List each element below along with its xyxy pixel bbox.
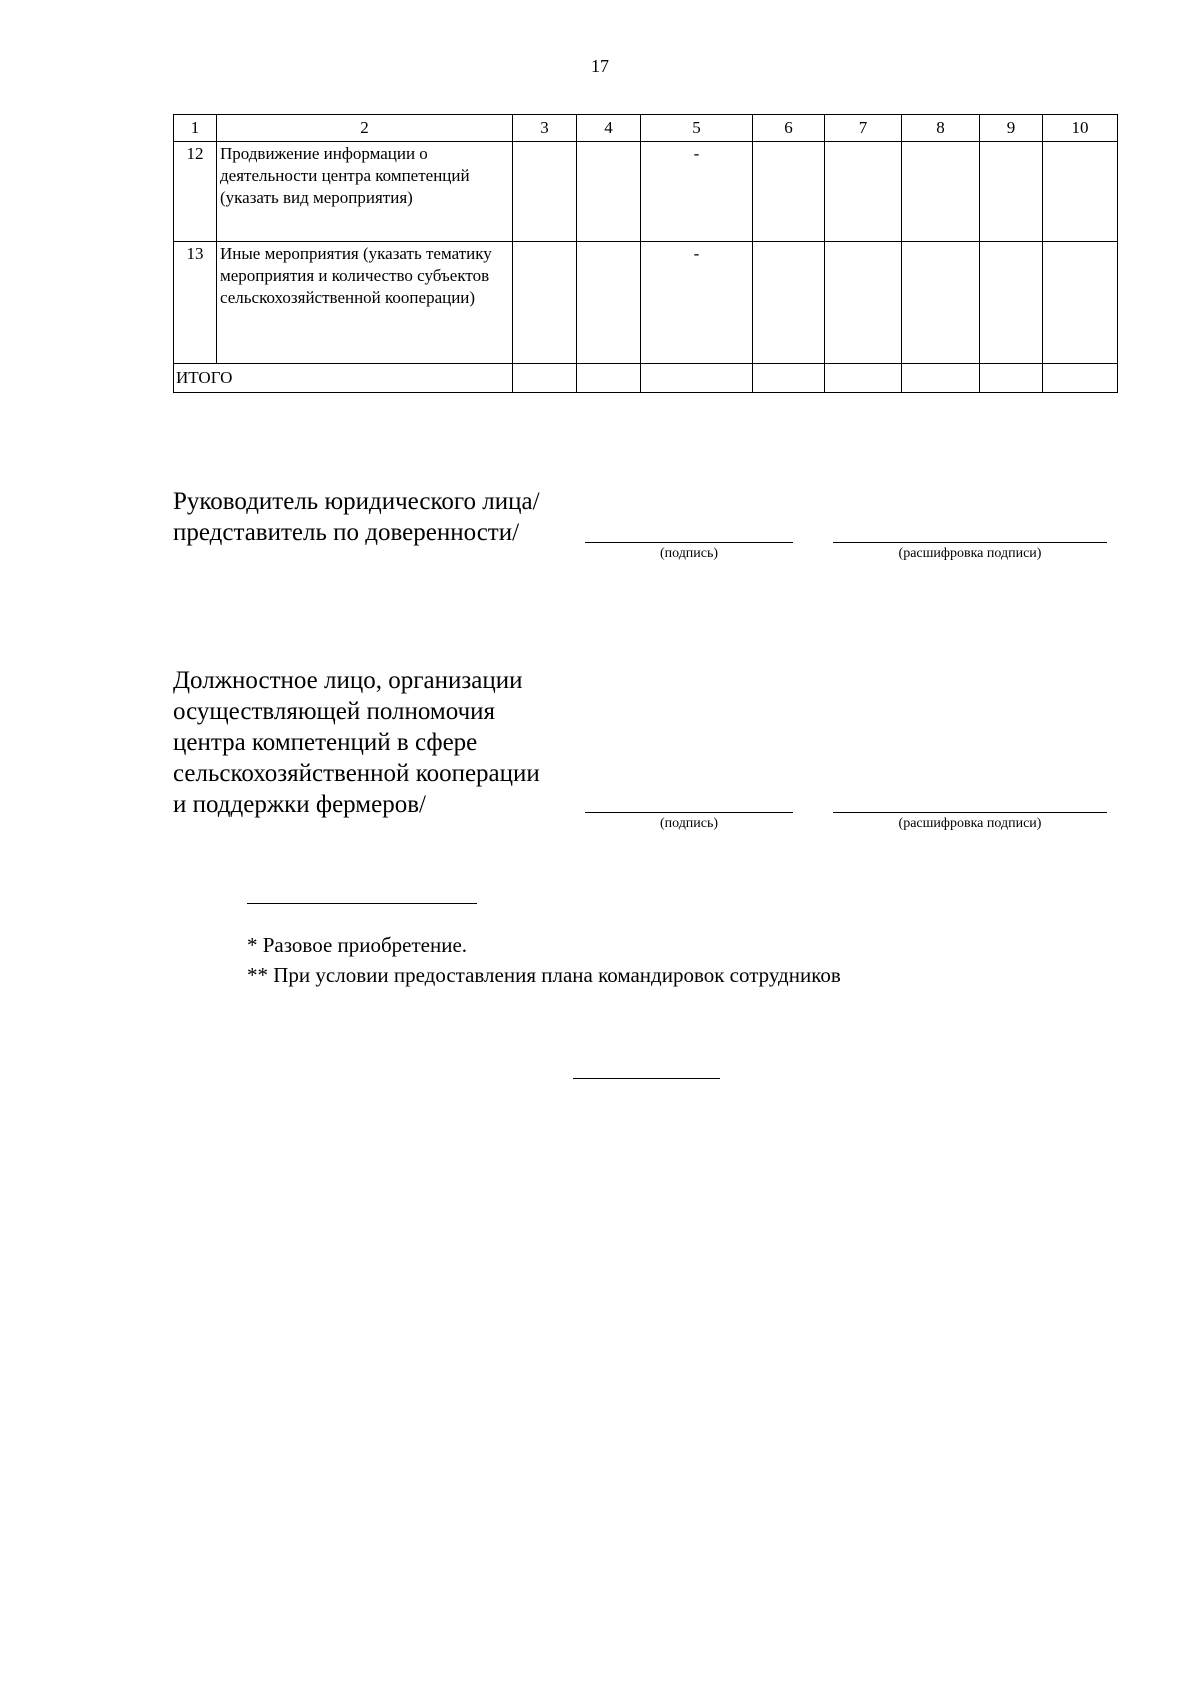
table-cell: [1043, 142, 1118, 242]
column-header: 10: [1043, 115, 1118, 142]
signature-caption: (подпись): [659, 546, 719, 561]
table-cell: [902, 364, 980, 393]
table-cell: [753, 142, 825, 242]
table-cell: -: [641, 242, 753, 364]
table-cell: [641, 364, 753, 393]
footnotes: [247, 930, 841, 990]
column-header: 2: [217, 115, 513, 142]
total-label: ИТОГО: [174, 364, 513, 393]
footnote: * Разовое приобретение.: [247, 933, 468, 957]
table-cell: [513, 142, 577, 242]
column-header: 4: [577, 115, 641, 142]
table-cell: [577, 364, 641, 393]
table-cell: [825, 142, 902, 242]
table-cell: [577, 242, 641, 364]
table-cell: [513, 364, 577, 393]
column-header: 3: [513, 115, 577, 142]
table-cell: [513, 242, 577, 364]
signature-title-line: центра компетенций в сфере: [173, 729, 478, 756]
signature-title-line: осуществляющей полномочия: [173, 698, 496, 725]
row-description: Иные мероприятия (указать тематику мероприятия и количество субъектов сельскохозяйственной кооперации): [217, 242, 513, 364]
row-number: 12: [174, 142, 217, 242]
table-cell: [753, 364, 825, 393]
column-header: 5: [641, 115, 753, 142]
row-number: 13: [174, 242, 217, 364]
column-header: 7: [825, 115, 902, 142]
page-number: 17: [591, 56, 609, 76]
signature-block-official: [173, 665, 540, 820]
column-header: 8: [902, 115, 980, 142]
table-cell: [980, 364, 1043, 393]
signature-title-line: сельскохозяйственной кооперации: [173, 760, 540, 787]
table-cell: [1043, 242, 1118, 364]
table-cell: [577, 142, 641, 242]
table-cell: [980, 242, 1043, 364]
table-cell: [1043, 364, 1118, 393]
signature-decoding-line[interactable]: [833, 812, 1107, 813]
table-cell: [825, 242, 902, 364]
table-cell: [902, 242, 980, 364]
signature-title-line: Должностное лицо, организации: [173, 667, 523, 694]
table-header-row: [174, 115, 1118, 142]
table-cell: [980, 142, 1043, 242]
signature-title-line: Руководитель юридического лица/: [173, 488, 540, 515]
signature-caption: (подпись): [659, 816, 719, 831]
signature-decoding-line[interactable]: [833, 542, 1107, 543]
column-header: 1: [174, 115, 217, 142]
decoding-caption: (расшифровка подписи): [898, 816, 1042, 831]
signature-line[interactable]: [585, 812, 793, 813]
signature-title-line: и поддержки фермеров/: [173, 791, 426, 818]
table-row: [174, 242, 1118, 364]
signature-line[interactable]: [585, 542, 793, 543]
table-cell: [753, 242, 825, 364]
footnote: ** При условии предоставления плана командировок сотрудников: [247, 963, 841, 987]
table-cell: [902, 142, 980, 242]
table-cell: -: [641, 142, 753, 242]
report-table: [173, 114, 1118, 393]
row-description: Продвижение информации о деятельности центра компетенций (указать вид мероприятия): [217, 142, 513, 242]
column-header: 9: [980, 115, 1043, 142]
column-header: 6: [753, 115, 825, 142]
total-row: [174, 364, 1118, 393]
decoding-caption: (расшифровка подписи): [898, 546, 1042, 561]
signature-title-line: представитель по доверенности/: [173, 519, 520, 546]
signature-block-head: [173, 486, 540, 548]
table-row: [174, 142, 1118, 242]
footnote-divider: [247, 903, 477, 904]
table-cell: [825, 364, 902, 393]
end-divider: [573, 1078, 720, 1079]
